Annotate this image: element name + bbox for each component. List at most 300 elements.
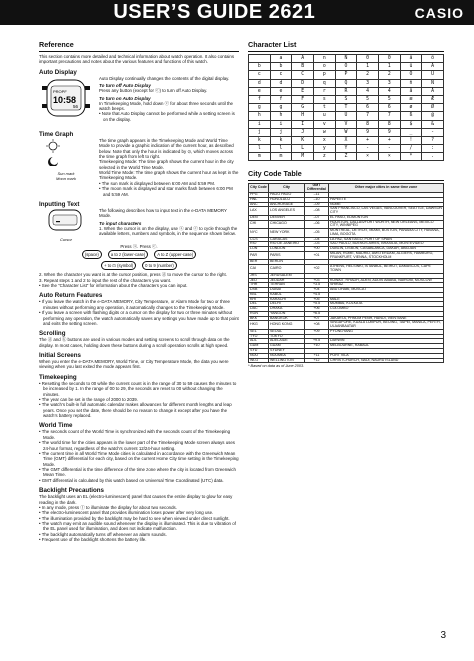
city-cell-other: HOUSTON, DALLAS/FORT WORTH, NEW ORLEANS, MEXICO CITY, WINNIPEG [329,220,444,229]
character-cell: F [292,95,314,103]
character-row [249,120,444,128]
city-cell-other: NOME [329,202,444,207]
character-cell: 7 [378,112,400,120]
city-cell-gmt: +01 [305,251,329,260]
character-cell: 6 [357,104,379,112]
city-cell-other: MILAN, ROME, MADRID, AMSTERDAM, ALGIERS, HAMBURG, FRANKFURT, VIENNA, STOCKHOLM [329,251,444,260]
character-cell: E [292,87,314,95]
character-cell: 8 [357,120,379,128]
turn-on-note: • Note that Auto Display cannot be performed while a setting screen is on the display. [99,111,239,122]
character-cell: o [313,63,335,71]
character-cell: Ö [400,71,422,79]
character-cell: 5 [357,95,379,103]
city-cell-other: SINGAPORE, KUALA LUMPUR, BEIJING, TAIPEI, MANILA, PERTH, ULAANBAATAR [329,321,444,330]
character-cell: 1 [357,63,379,71]
city-cell-other: PAPEETE [329,197,444,202]
backlight-b4: • The watch may emit an audible sound whenever the display is illuminated. This is due to vibration of the EL panel used for illumination, and does not indicate malfunction. [39,521,239,532]
character-cell: × [357,153,379,161]
city-cell-code: LAX [249,207,269,216]
city-cell-code: CHI [249,220,269,229]
character-list-table [248,54,444,161]
character-cell: + [357,136,379,144]
col-city: City [269,184,305,193]
backlight-heading: Backlight Precautions [39,487,104,495]
character-cell: Ü [422,71,444,79]
character-cell: + [378,136,400,144]
city-cell-name: JERUSALEM [269,273,305,278]
lcd-seconds: 56 [73,103,79,109]
city-cell-other: MONTREAL, DETROIT, MIAMI, BOSTON, PANAMA CITY, HAVANA, LIMA, BOGOTA [329,229,444,238]
character-cell: k [270,136,292,144]
city-cell-code: RGN [249,311,269,316]
city-cell-code: CCS [249,237,269,242]
city-cell-code: KHI [249,297,269,302]
city-cell-other: MALE [329,297,444,302]
city-cell-other: PYONGYANG [329,329,444,334]
character-row [249,128,444,136]
city-cell-name: ADELAIDE [269,339,305,344]
city-cell-gmt: +11 [305,353,329,358]
character-cell: C [292,71,314,79]
city-cell-code: HNL [249,197,269,202]
city-cell-name: PARIS [269,251,305,260]
character-cell: M [292,153,314,161]
moon-mark-label: Moon mark [55,175,76,181]
character-cell: K [292,136,314,144]
character-cell: 2 [378,71,400,79]
character-cell: f [270,95,292,103]
character-cell: d [249,79,271,87]
city-cell-gmt: –03 [305,242,329,247]
character-cell: s [313,95,335,103]
lcd-day: PROPF [53,88,67,94]
character-cell: H [292,112,314,120]
character-cell: h [249,112,271,120]
character-cell: l [249,145,271,153]
city-cell-gmt: –04 [305,237,329,242]
city-cell-code: GUM [249,344,269,349]
inputting-text-text [99,208,239,237]
character-row [249,153,444,161]
sun-mark-label: Sun mark [57,170,75,176]
city-cell-name: DHAKA [269,307,305,312]
city-cell-gmt: +00 [305,247,329,252]
world-time-heading: World Time [39,422,73,430]
sun-moon-icon [39,138,93,166]
character-row [249,87,444,95]
page-header [0,0,474,25]
sequence-row-bottom [39,261,239,270]
world-time-b4: • The GMT differential is the time difference of the time zone where the city is located from Greenwich Mean Time. [39,467,239,478]
seq-symbol: + to ⊡ (symbol) [101,261,136,270]
city-cell-name: CARACAS [269,237,305,242]
character-cell: I [292,120,314,128]
turn-on-heading: To turn on Auto Display [99,95,151,101]
city-cell-gmt: –10 [305,197,329,202]
city-cell-gmt: –05 [305,229,329,238]
city-cell-gmt: +10 [305,344,329,349]
character-cell: e [270,87,292,95]
city-cell-name: DELHI [269,302,305,307]
city-cell-gmt: +5.5 [305,302,329,307]
character-row [249,112,444,120]
world-time-b3: • The current time in all World Time Mode cities is calculated in accordance with the Greenwich Mean Time (GMT) differential for each city, based on the current Home City time setting in the Timekeeping Mode. [39,451,239,467]
reference-intro: This section contains more detailed and technical information about watch operation. It also contains important precautions and notes about the various features and functions of this watch. [39,54,235,65]
city-row [249,265,444,274]
character-cell: 1 [378,63,400,71]
character-cell: 6 [378,104,400,112]
city-cell-name: ANCHORAGE [269,202,305,207]
character-cell: e [249,87,271,95]
city-cell-name: HONG KONG [269,321,305,330]
character-cell: : [422,145,444,153]
backlight-b6: • Frequent use of the backlight shortens the battery life. [39,537,239,542]
city-cell-gmt: –11 [305,192,329,197]
city-cell-code: THR [249,283,269,288]
character-cell: c [270,71,292,79]
city-cell-other: CHRISTCHURCH, NADI, NAURU ISLAND [329,358,444,363]
city-cell-code: HKG [249,321,269,330]
city-cell-other: LA PAZ, SANTIAGO, PORT OF SPAIN [329,237,444,242]
seq-lower: a to z (lower-case) [108,250,148,259]
character-cell: Æ [422,95,444,103]
character-cell: c [249,71,271,79]
auto-return-b2: • If you leave a screen with flashing digits or a cursor on the display for two or three minutes without performing any operation, the watch automatically saves any settings you have made up to that point and exits the setting screen. [39,310,239,326]
city-cell-gmt: +12 [305,358,329,363]
city-cell-gmt: +02 [305,265,329,274]
city-cell-name: KARACHI [269,297,305,302]
city-cell-code: DXB [249,288,269,293]
city-cell-name: TOKYO [269,334,305,339]
character-cell: æ [400,95,422,103]
character-row [249,104,444,112]
character-cell: b [270,63,292,71]
city-cell-other: EL PASO, EDMONTON [329,215,444,220]
character-cell: V [335,120,357,128]
seq-number: 0 to 9 (number) [142,261,177,270]
character-cell: P [335,71,357,79]
character-row [249,71,444,79]
city-cell-code: ANC [249,202,269,207]
character-cell: B [292,63,314,71]
time-graph-heading: Time Graph [39,130,74,138]
city-cell-other: ATHENS, HELSINKI, ISTANBUL, BEIRUT, DAMASCUS, CAPE TOWN [329,265,444,274]
character-cell: i [249,120,271,128]
auto-return-heading: Auto Return Features [39,292,103,300]
character-cell: r [313,87,335,95]
city-cell-code: RIO [249,242,269,247]
character-cell: G [292,104,314,112]
character-cell: ø [400,104,422,112]
seq-space: (space) [82,250,102,259]
city-cell-code: BER [249,260,269,265]
city-cell-code: LON [249,247,269,252]
character-cell: J [292,128,314,136]
city-cell-code: DEN [249,215,269,220]
character-cell: T [335,104,357,112]
character-row [249,63,444,71]
city-cell-gmt: +05 [305,297,329,302]
character-cell: Z [335,153,357,161]
city-cell-gmt: +04 [305,288,329,293]
backlight-b1: • In any mode, press ⓛ to illuminate the display for about two seconds. [39,505,239,510]
backlight-b3: • The illumination provided by the backlight may be hard to see when viewed under direct sunlight. [39,516,239,521]
character-cell: 2 [357,71,379,79]
character-cell: ß [400,112,422,120]
time-graph-text [99,138,239,197]
sequence-row-top [39,250,239,259]
city-cell-gmt: +4.5 [305,292,329,297]
character-cell: ü [400,63,422,71]
backlight-intro: The backlight uses an EL (electro-luminescent) panel that causes the entire display to glow for easy reading in the dark. [39,494,233,505]
cursor-figure [39,208,93,242]
time-graph-body3: World Time Mode: The time graph shows the current hour as kept in the Timekeeping Mode. [99,170,239,181]
character-cell: Å [422,87,444,95]
city-cell-gmt: –08 [305,207,329,216]
initial-screens-heading: Initial Screens [39,352,81,359]
input-step3: 3. Repeat steps 1 and 2 to input the rest of the characters you want. [39,277,172,283]
watch-cursor-icon [39,208,93,232]
character-cell: 3 [378,79,400,87]
character-row [249,136,444,144]
input-step2: 2. When the character you want is at the cursor position, press ⓓ to move the cursor to the right. [39,272,227,278]
city-cell-name: HONOLULU [269,197,305,202]
character-cell: & [422,120,444,128]
character-cell: a [270,55,292,63]
divider [248,180,444,181]
character-cell: p [313,71,335,79]
world-time-b5: • GMT differential is calculated by this watch based on Universal Time Coordinated (UTC) data. [39,478,239,483]
lcd-time: 10:58 [53,94,77,105]
character-cell: - [422,128,444,136]
character-cell: ! [400,136,422,144]
city-cell-name: NEW YORK [269,229,305,238]
city-cell-other: KUWAIT, RIYADH, ADEN, ADDIS ABABA, NAIROBI, MOSCOW [329,278,444,283]
city-cell-name: CHICAGO [269,220,305,229]
city-cell-other: DUBLIN, LISBON, CASABLANCA, DAKAR, ABIDJAN [329,247,444,252]
character-cell: m [249,153,271,161]
page-number: 3 [440,630,446,641]
input-step1: 1. When the cursor is on the display, use ⓐ and ⓒ to cycle through the available letters, numbers and symbols, in the sequence shown below. [99,225,238,236]
city-cell-code: NYC [249,229,269,238]
world-time-b2: • The world time for the cities appears in the lower part of the Timekeeping Mode screen always uses 24-hour format, regardless of the watch’s current 12/24-hour setting. [39,440,239,451]
world-time-b1: • The seconds count of the World Time is synchronized with the seconds count of the Timekeeping Mode. [39,429,239,440]
character-cell: @ [422,112,444,120]
time-graph-body1: The time graph appears in the Timekeeping Mode and World Time Mode to provide a graphic indication of the current hour, as described below. Note that only the hour is indicated by ⊙, which moves across the time graph from left to right. [99,137,234,159]
character-cell: y [313,145,335,153]
reference-heading: Reference [39,40,74,49]
character-cell: D [292,79,314,87]
city-cell-code: DEL [249,302,269,307]
press-row: Press ⓐ. Press ⓒ. [120,243,158,249]
watch-figure [39,76,93,127]
character-cell: $ [400,120,422,128]
character-list-heading: Character List [248,40,297,49]
auto-return-b1: • If you leave the watch in the e-DATA MEMORY, City Temperature, or Alarm Mode for two or three minutes without performing any operation, it automatically changes to the Timekeeping Mode. [39,299,239,310]
city-cell-gmt: +6.5 [305,311,329,316]
city-cell-name: DUBAI [269,288,305,293]
time-graph-bullet1: • The sun mark is displayed between 6:00 AM and 5:59 PM. [99,181,239,186]
city-cell-code: NOU [249,353,269,358]
city-cell-name: SEOUL [269,329,305,334]
city-cell-name: KABUL [269,292,305,297]
cursor-label: Cursor [59,236,72,242]
city-cell-code: JED [249,278,269,283]
city-cell-name: NOUMEA [269,353,305,358]
character-cell: - [357,145,379,153]
character-cell: b [249,63,271,71]
city-cell-code: CAI [249,265,269,274]
city-cell-name: CAIRO [269,265,305,274]
character-cell: å [400,87,422,95]
character-cell: k [249,136,271,144]
character-row [249,145,444,153]
city-code-heading: City Code Table [248,169,302,179]
city-cell-other: SAO PAULO, BUENOS AIRES, BRASILIA, MONTEVIDEO [329,242,444,247]
divider [39,51,239,52]
character-cell: ö [422,55,444,63]
timekeeping-b3: • The watch’s built-in full automatic calendar makes allowances for different month lengths and leap years. Once you set the date, there should be no reason to change it except after you have the watch’s battery replaced. [39,402,239,418]
scrolling-heading: Scrolling [39,330,66,338]
city-cell-name: LONDON [269,247,305,252]
character-cell: Ä [422,63,444,71]
left-column [39,36,239,543]
city-cell-gmt: +07 [305,316,329,321]
city-cell-code: ADL [249,339,269,344]
character-cell: / [400,145,422,153]
character-cell: g [270,104,292,112]
city-cell-other: SHIRAZ [329,283,444,288]
character-cell: Q [335,79,357,87]
city-cell-gmt: +08 [305,321,329,330]
turn-on-body: In Timekeeping Mode, hold down ⓒ for about three seconds until the watch beeps. [99,100,233,111]
character-cell: ? [422,136,444,144]
city-cell-code: WLG [249,358,269,363]
character-cell: S [335,95,357,103]
character-cell: 5 [378,95,400,103]
city-cell-code: JRS [249,273,269,278]
character-cell: 9 [357,128,379,136]
character-cell: Ñ [422,79,444,87]
city-cell-gmt: +03 [305,278,329,283]
character-cell: 0 [378,55,400,63]
city-row [249,358,444,363]
character-row [249,55,444,63]
character-cell: x [313,136,335,144]
character-cell: Y [335,145,357,153]
character-cell: L [292,145,314,153]
city-cell-name: BANGKOK [269,316,305,321]
character-cell: Ø [422,104,444,112]
city-cell-name: TEHRAN [269,283,305,288]
character-cell: ä [400,55,422,63]
character-cell: d [270,79,292,87]
character-cell: q [313,79,335,87]
city-cell-name: GUAM [269,344,305,349]
auto-display-body: Auto Display continually changes the contents of the digital display. [99,75,230,81]
city-cell-other: SAN FRANCISCO, LAS VEGAS, VANCOUVER, SEATTLE, DAWSON CITY [330,206,442,215]
character-cell: . [422,153,444,161]
auto-display-text [99,76,239,122]
character-cell: ñ [400,79,422,87]
turn-off-body: Press any button (except for ⓒ) to turn off Auto Display. [99,88,208,94]
city-cell-other: JAKARTA, PHNOM PENH, HANOI, VIENTIANE [329,316,444,321]
city-table-note: * Based on data as of June 2003. [248,364,305,369]
initial-screens-body: When you enter the e-DATA MEMORY, World Time, or City Temperature Mode, the data you were viewing when you last exited the mode appears first. [39,359,229,370]
city-cell-other: ABU DHABI, MUSCAT [329,288,444,293]
character-cell: - [378,145,400,153]
inputting-text-body: The following describes how to input text in the e-DATA MEMORY Mode. [99,207,227,219]
city-cell-gmt: –06 [305,220,329,229]
city-cell-other: DARWIN [329,339,444,344]
character-cell: l [270,145,292,153]
character-cell: n [313,55,335,63]
character-cell: 7 [357,112,379,120]
city-cell-gmt: +3.5 [305,283,329,288]
character-row [249,79,444,87]
character-cell: 8 [378,120,400,128]
character-cell: h [270,112,292,120]
time-graph-bullet2: • The moon mark is displayed and star marks flash between 6:00 PM and 5:59 AM. [99,186,239,197]
character-cell [249,55,271,63]
seq-upper: A to Z (upper-case) [154,250,196,259]
timekeeping-b2: • The year can be set in the range of 2000 to 2039. [39,397,239,402]
input-characters-heading: To input characters [99,220,142,226]
character-cell: 4 [357,87,379,95]
character-cell: f [249,95,271,103]
auto-display-section [39,76,239,127]
character-cell: j [270,128,292,136]
watch-display-icon [39,76,93,122]
city-cell-code: PPG [249,192,269,197]
city-cell-gmt: +06 [305,307,329,312]
city-cell-code: DAC [249,307,269,312]
city-cell-other: COLOMBO [329,307,444,312]
city-cell-gmt: +09 [305,329,329,334]
character-cell: u [313,112,335,120]
city-cell-other: MUMBAI, KOLKATA [329,302,444,307]
character-cell: R [335,87,357,95]
character-cell: i [270,120,292,128]
city-cell-code: PAR [249,251,269,260]
city-cell-name: PAGO PAGO [269,192,305,197]
character-cell: U [335,112,357,120]
character-cell: 9 [378,128,400,136]
city-cell-code: SEL [249,329,269,334]
inputting-text-section [39,208,239,242]
character-cell: 0 [357,55,379,63]
col-other-cities: Other major cities in same time zone [329,184,444,193]
city-cell-gmt: –07 [305,215,329,220]
backlight-b2: • The electro-luminescent panel that provides illumination loses power after very long use. [39,510,239,515]
brand-logo: CASIO [414,4,464,21]
city-code-table [248,183,444,363]
character-cell: w [313,128,335,136]
character-cell: 4 [378,87,400,95]
city-cell-name: WELLINGTON [269,358,305,363]
character-cell: j [249,128,271,136]
character-cell: O [335,63,357,71]
col-gmt: GMT Differential [305,184,329,193]
city-cell-name: RIO DE JANEIRO [269,242,305,247]
character-cell: m [270,153,292,161]
timekeeping-heading: Timekeeping [39,373,77,381]
city-cell-name: YANGON [269,311,305,316]
city-cell-gmt: +9.5 [305,339,329,344]
city-cell-code: KBL [249,292,269,297]
character-cell: 3 [357,79,379,87]
inputting-text-heading: Inputting Text [39,200,80,208]
